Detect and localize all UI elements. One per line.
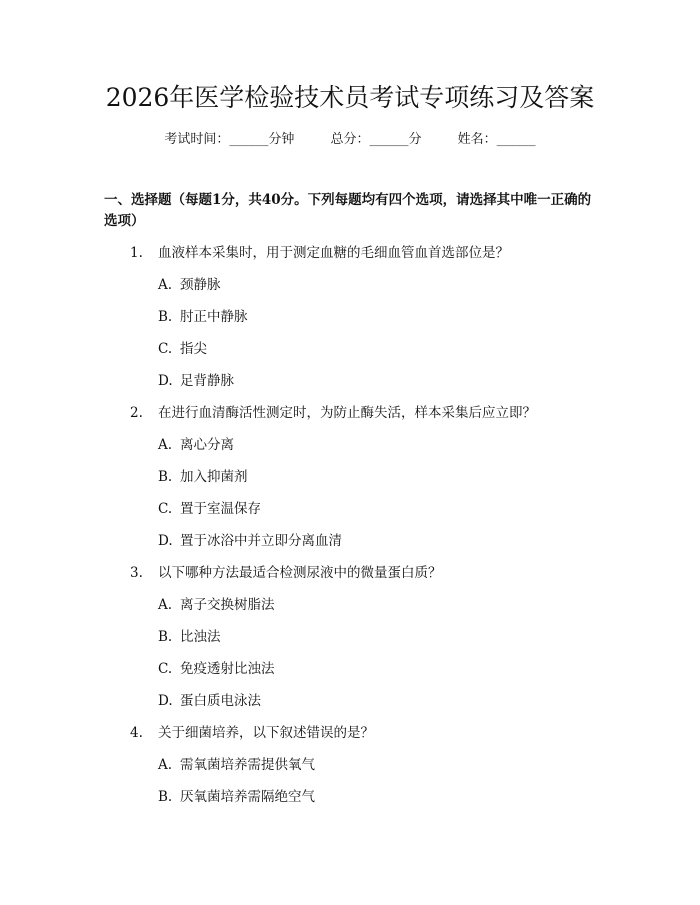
option-text: 指尖 [180, 341, 207, 357]
option-text: 置于室温保存 [180, 501, 261, 517]
total-score-blank: ______ [369, 132, 409, 147]
answer-option [0, 333, 700, 365]
option-text: 厌氧菌培养需隔绝空气 [180, 789, 315, 805]
answer-option [0, 653, 700, 685]
question-number: 4. [130, 725, 143, 741]
answer-option [0, 493, 700, 525]
question-list [0, 237, 700, 813]
exam-time-unit: 分钟 [268, 132, 295, 147]
option-text: 免疫透射比浊法 [180, 661, 275, 677]
answer-option [0, 269, 700, 301]
total-score-field [330, 130, 421, 150]
question-number: 1. [130, 245, 143, 261]
option-letter: A. [158, 597, 173, 613]
option-text: 足背静脉 [180, 373, 234, 389]
option-letter: C. [158, 661, 173, 677]
question-stem [0, 717, 700, 749]
option-letter: A. [158, 757, 173, 773]
exam-info-line [0, 130, 700, 150]
section-heading: 一、选择题（每题1分，共40分。下列每题均有四个选项，请选择其中唯一正确的选项） [104, 192, 592, 229]
answer-option [0, 621, 700, 653]
exam-time-label: 考试时间： [164, 132, 230, 147]
option-text: 肘正中静脉 [180, 309, 248, 325]
question-stem [0, 237, 700, 269]
question-item [0, 237, 700, 397]
option-text: 蛋白质电泳法 [180, 693, 261, 709]
answer-option [0, 301, 700, 333]
question-text: 以下哪种方法最适合检测尿液中的微量蛋白质？ [158, 565, 442, 581]
answer-option [0, 461, 700, 493]
question-item [0, 717, 700, 813]
student-name-label: 姓名： [457, 132, 497, 147]
option-letter: D. [158, 373, 173, 389]
option-text: 置于冰浴中并立即分离血清 [180, 533, 342, 549]
student-name-blank: ______ [496, 132, 536, 147]
option-letter: C. [158, 501, 173, 517]
student-name-field [458, 130, 536, 150]
exam-time-blank: ______ [229, 132, 269, 147]
option-letter: B. [158, 469, 173, 485]
question-number: 3. [130, 565, 143, 581]
answer-option [0, 589, 700, 621]
option-letter: D. [158, 693, 173, 709]
question-text: 血液样本采集时，用于测定血糖的毛细血管血首选部位是？ [158, 245, 509, 261]
option-text: 比浊法 [180, 629, 221, 645]
answer-option [0, 749, 700, 781]
option-letter: C. [158, 341, 173, 357]
answer-option [0, 365, 700, 397]
document-title: 2026年医学检验技术员考试专项练习及答案 [105, 83, 595, 112]
option-letter: B. [158, 629, 173, 645]
question-text: 在进行血清酶活性测定时，为防止酶失活，样本采集后应立即？ [158, 405, 536, 421]
option-text: 需氧菌培养需提供氧气 [180, 757, 315, 773]
question-stem [0, 397, 700, 429]
total-score-unit: 分 [408, 132, 422, 147]
option-letter: A. [158, 277, 173, 293]
answer-option [0, 781, 700, 813]
answer-option [0, 429, 700, 461]
exam-time-field [164, 130, 294, 150]
question-number: 2. [130, 405, 143, 421]
option-text: 离心分离 [180, 437, 234, 453]
total-score-label: 总分： [330, 132, 370, 147]
option-letter: B. [158, 309, 173, 325]
option-text: 加入抑菌剂 [180, 469, 248, 485]
option-letter: D. [158, 533, 173, 549]
question-text: 关于细菌培养，以下叙述错误的是？ [158, 725, 374, 741]
answer-option [0, 525, 700, 557]
option-text: 颈静脉 [180, 277, 221, 293]
option-text: 离子交换树脂法 [180, 597, 275, 613]
answer-option [0, 685, 700, 717]
option-letter: A. [158, 437, 173, 453]
question-item [0, 397, 700, 557]
question-item [0, 557, 700, 717]
option-letter: B. [158, 789, 173, 805]
question-stem [0, 557, 700, 589]
